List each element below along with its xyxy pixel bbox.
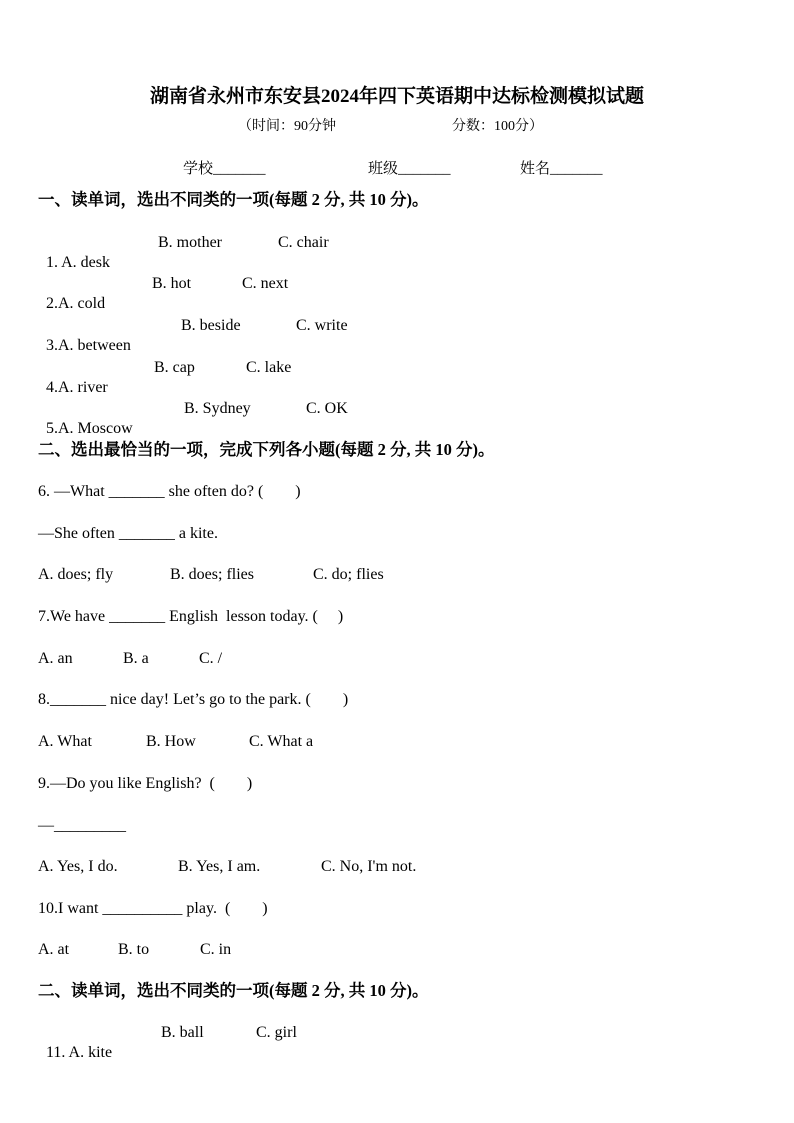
- question-number: 3.: [46, 337, 58, 354]
- option-a: A. between: [58, 337, 131, 354]
- question-7: 7.We have _______ English lesson today. ( ): [38, 608, 344, 625]
- question-number: 5.: [46, 420, 58, 437]
- question-3-option-c: C. write: [296, 317, 348, 334]
- class-field: 班级_______: [368, 161, 451, 177]
- question-5-option-b: B. Sydney: [184, 400, 251, 417]
- question-7-option-a: A. an: [38, 650, 73, 667]
- option-a: A. kite: [68, 1044, 113, 1061]
- question-2-option-c: C. next: [242, 275, 289, 292]
- question-4-option-b: B. cap: [154, 359, 195, 376]
- section-1-title: 一、读单词，选出不同类的一项(每题 2 分, 共 10 分)。: [38, 190, 429, 209]
- school-field: 学校_______: [183, 161, 266, 177]
- question-1-option-c: C. chair: [278, 234, 329, 251]
- question-10-option-a: A. at: [38, 941, 70, 958]
- question-9-option-b: B. Yes, I am.: [178, 858, 261, 875]
- question-3: [38, 316, 131, 356]
- question-1: [38, 233, 110, 273]
- question-8-option-b: B. How: [146, 733, 196, 750]
- exam-score: 分数：100分）: [452, 119, 543, 134]
- option-a: A. desk: [61, 254, 111, 271]
- question-number: 1.: [46, 254, 62, 271]
- question-11-option-b: B. ball: [161, 1024, 204, 1041]
- question-9-reply: —_________: [38, 817, 126, 834]
- section-2-title: 二、选出最恰当的一项，完成下列各小题(每题 2 分, 共 10 分)。: [38, 440, 495, 459]
- question-6-reply: —She often _______ a kite.: [38, 525, 218, 542]
- option-a: A. cold: [58, 295, 106, 312]
- question-8-option-c: C. What a: [249, 733, 314, 750]
- section-3-title: 二、读单词，选出不同类的一项(每题 2 分, 共 10 分)。: [38, 981, 429, 1000]
- question-7-option-b: B. a: [123, 650, 149, 667]
- question-2: [38, 274, 105, 314]
- question-9: 9.—Do you like English? ( ): [38, 775, 253, 792]
- question-9-option-c: C. No, I'm not.: [321, 858, 417, 875]
- question-10: 10.I want __________ play. ( ): [38, 900, 268, 917]
- question-7-option-c: C. /: [199, 650, 223, 667]
- question-4-option-c: C. lake: [246, 359, 292, 376]
- question-8-option-a: A. What: [38, 733, 92, 750]
- question-10-option-b: B. to: [118, 941, 150, 958]
- question-6: 6. —What _______ she often do? ( ): [38, 483, 301, 500]
- question-5: [38, 399, 133, 439]
- question-1-option-b: B. mother: [158, 234, 222, 251]
- question-10-option-c: C. in: [200, 941, 232, 958]
- name-field: 姓名_______: [520, 161, 603, 177]
- question-2-option-b: B. hot: [152, 275, 192, 292]
- question-3-option-b: B. beside: [181, 317, 241, 334]
- question-5-option-c: C. OK: [306, 400, 348, 417]
- option-a: A. Moscow: [58, 420, 133, 437]
- question-number: 2.: [46, 295, 58, 312]
- question-number: 11.: [46, 1044, 69, 1061]
- question-11-option-c: C. girl: [256, 1024, 297, 1041]
- question-9-option-a: A. Yes, I do.: [38, 858, 118, 875]
- question-number: 4.: [46, 379, 58, 396]
- question-6-option-b: B. does; flies: [170, 566, 254, 583]
- option-a: A. river: [58, 379, 108, 396]
- question-11: [38, 1023, 112, 1063]
- question-6-option-a: A. does; fly: [38, 566, 114, 583]
- exam-time: （时间：90分钟: [238, 119, 336, 134]
- question-6-option-c: C. do; flies: [313, 566, 384, 583]
- question-8: 8._______ nice day! Let’s go to the park. ( ): [38, 691, 349, 708]
- question-4: [38, 358, 108, 398]
- page-title: 湖南省永州市东安县2024年四下英语期中达标检测模拟试题: [149, 86, 644, 107]
